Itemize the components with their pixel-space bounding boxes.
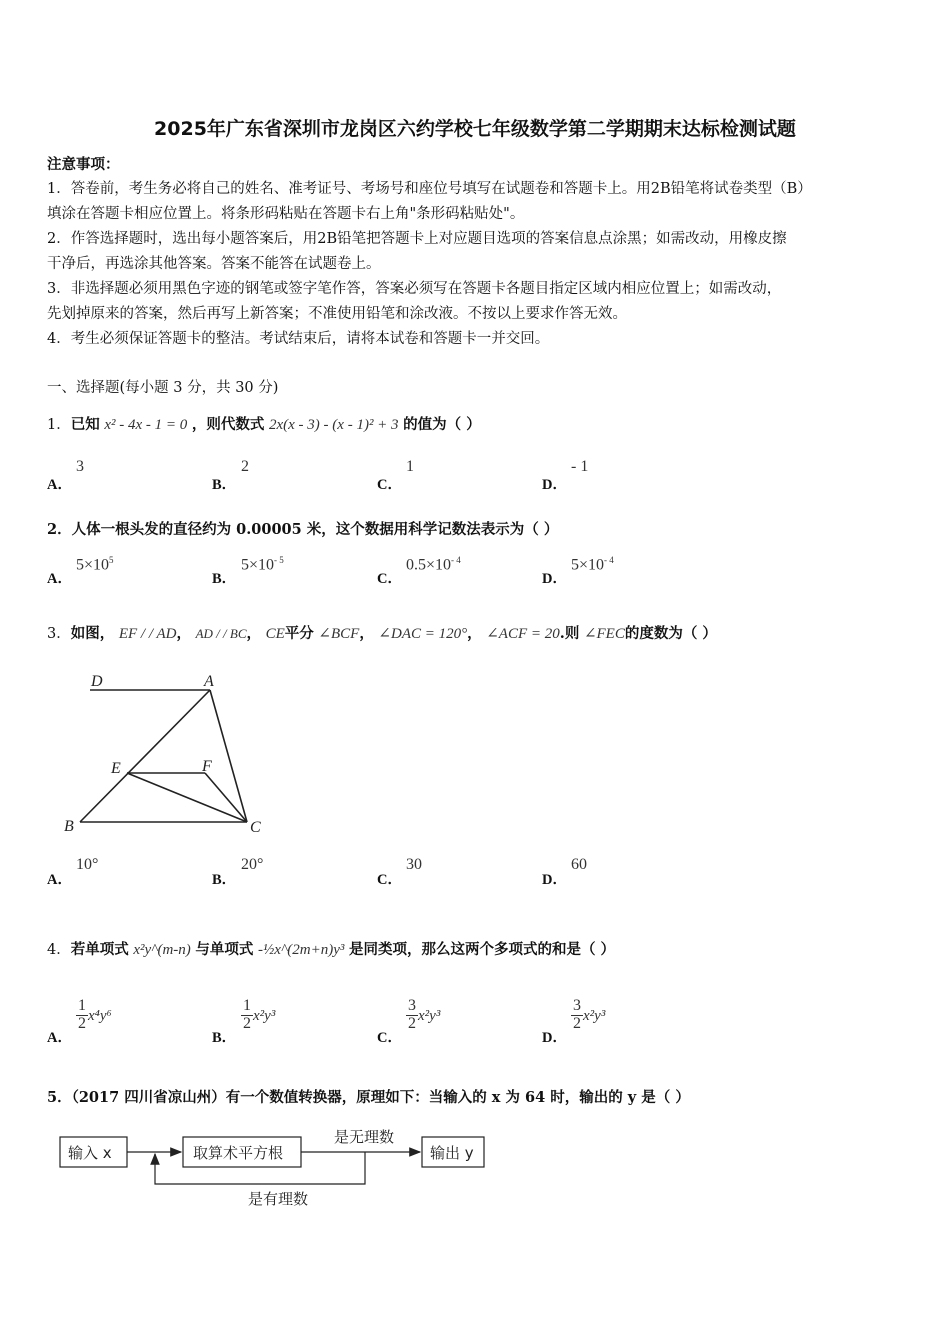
notice-line: 1．答卷前，考生务必将自己的姓名、准考证号、考场号和座位号填写在试题卷和答题卡上。用2B铅笔将试卷类型（B） <box>47 181 812 197</box>
label-d: D <box>91 673 103 690</box>
q4-option-b: $\frac{1}{2}$ x²y³ <box>243 997 276 1032</box>
q4-option-d: $\frac{3}{2}$ x²y³ <box>573 997 606 1032</box>
notice-line: 4．考生必须保证答题卡的整洁。考试结束后，请将本试卷和答题卡一并交回。 <box>47 331 550 347</box>
q2-stem: 2．人体一根头发的直径约为 0.00005 米，这个数据用科学记数法表示为（ ） <box>47 521 559 538</box>
line-ab <box>80 690 210 822</box>
q2-option-a: $5\times 10^5$ <box>76 555 114 574</box>
q1-option-c: 1 <box>406 458 414 475</box>
flow-input-label: 输入 x <box>68 1144 112 1162</box>
label-f: F <box>202 758 212 775</box>
line-ac <box>210 690 247 822</box>
q5-flowchart <box>55 1122 495 1212</box>
label-e: E <box>111 760 121 777</box>
notice-line: 填涂在答题卡相应位置上。将条形码粘贴在答题卡右上角"条形码粘贴处"。 <box>47 206 525 222</box>
q2-option-d-label: D． <box>542 571 567 587</box>
q4-option-b-label: B． <box>212 1030 237 1046</box>
q1-option-b-label: B． <box>212 477 237 493</box>
q4-option-a: $\frac{1}{2}$ x⁴y⁶ <box>78 997 112 1032</box>
q3-stem: 3．如图， EF / / AD， AD / / BC， CE平分 ∠BCF， ∠DAC = 120°， ∠ACF = 20.则 ∠FEC的度数为（ ） <box>47 625 717 642</box>
q3-option-c-label: C． <box>377 872 402 888</box>
notice-heading: 注意事项： <box>47 156 120 173</box>
q1-option-a-label: A． <box>47 477 72 493</box>
q5-stem: 5．（2017 四川省凉山州）有一个数值转换器，原理如下：当输入的 x 为 64 时，输出的 y 是（ ） <box>47 1089 690 1106</box>
flow-rational-label: 是有理数 <box>248 1190 309 1208</box>
notice-line: 干净后，再选涂其他答案。答案不能答在试题卷上。 <box>47 256 381 272</box>
section-heading: 一、选择题(每小题 3 分，共 30 分) <box>47 380 279 396</box>
q1-option-a: 3 <box>76 458 84 475</box>
flow-irrational-label: 是无理数 <box>334 1128 395 1146</box>
flow-output-label: 输出 y <box>430 1144 474 1162</box>
q2-option-b-label: B． <box>212 571 237 587</box>
q2-option-c: $0.5\times 10^{- 4}$ <box>406 555 461 574</box>
q1-stem: 1．已知 x² - 4x - 1 = 0 ，则代数式 2x(x - 3) - (x - 1)² + 3 的值为（ ） <box>47 416 481 433</box>
q2-option-b: $5\times 10^{- 5}$ <box>241 555 284 574</box>
q1-option-b: 2 <box>241 458 249 475</box>
q3-option-a: 10° <box>76 856 99 873</box>
q2-option-d: $5\times 10^{- 4}$ <box>571 555 614 574</box>
q4-option-c-label: C． <box>377 1030 402 1046</box>
q3-figure <box>55 665 275 840</box>
label-c: C <box>250 819 261 836</box>
q1-option-c-label: C． <box>377 477 402 493</box>
q4-stem: 4．若单项式 x²y^(m-n) 与单项式 -½x^(2m+n)y³ 是同类项，那么这两个多项式的和是（ ） <box>47 941 616 958</box>
q3-option-a-label: A． <box>47 872 72 888</box>
page-title: 2025年广东省深圳市龙岗区六约学校七年级数学第二学期期末达标检测试题 <box>154 118 796 140</box>
q2-option-c-label: C． <box>377 571 402 587</box>
q3-option-b: 20° <box>241 856 264 873</box>
flow-process-label: 取算术平方根 <box>193 1144 284 1162</box>
label-a: A <box>204 673 214 690</box>
q4-option-c: $\frac{3}{2}$ x²y³ <box>408 997 441 1032</box>
label-b: B <box>64 818 74 835</box>
q4-option-d-label: D． <box>542 1030 567 1046</box>
q4-option-a-label: A． <box>47 1030 72 1046</box>
notice-line: 3．非选择题必须用黑色字迹的钢笔或签字笔作答，答案必须写在答题卡各题目指定区域内相应位置上；如需改动， <box>47 281 782 297</box>
q2-option-a-label: A． <box>47 571 72 587</box>
notice-line: 先划掉原来的答案，然后再写上新答案；不准使用铅笔和涂改液。不按以上要求作答无效。 <box>47 306 627 322</box>
q3-option-c: 30 <box>406 856 422 873</box>
notice-line: 2．作答选择题时，选出每小题答案后，用2B铅笔把答题卡上对应题目选项的答案信息点涂黑；如需改动，用橡皮擦 <box>47 231 787 247</box>
q1-option-d: - 1 <box>571 458 589 475</box>
q3-option-b-label: B． <box>212 872 237 888</box>
q3-option-d: 60 <box>571 856 587 873</box>
line-ec <box>127 773 247 822</box>
q1-option-d-label: D． <box>542 477 567 493</box>
q3-option-d-label: D． <box>542 872 567 888</box>
